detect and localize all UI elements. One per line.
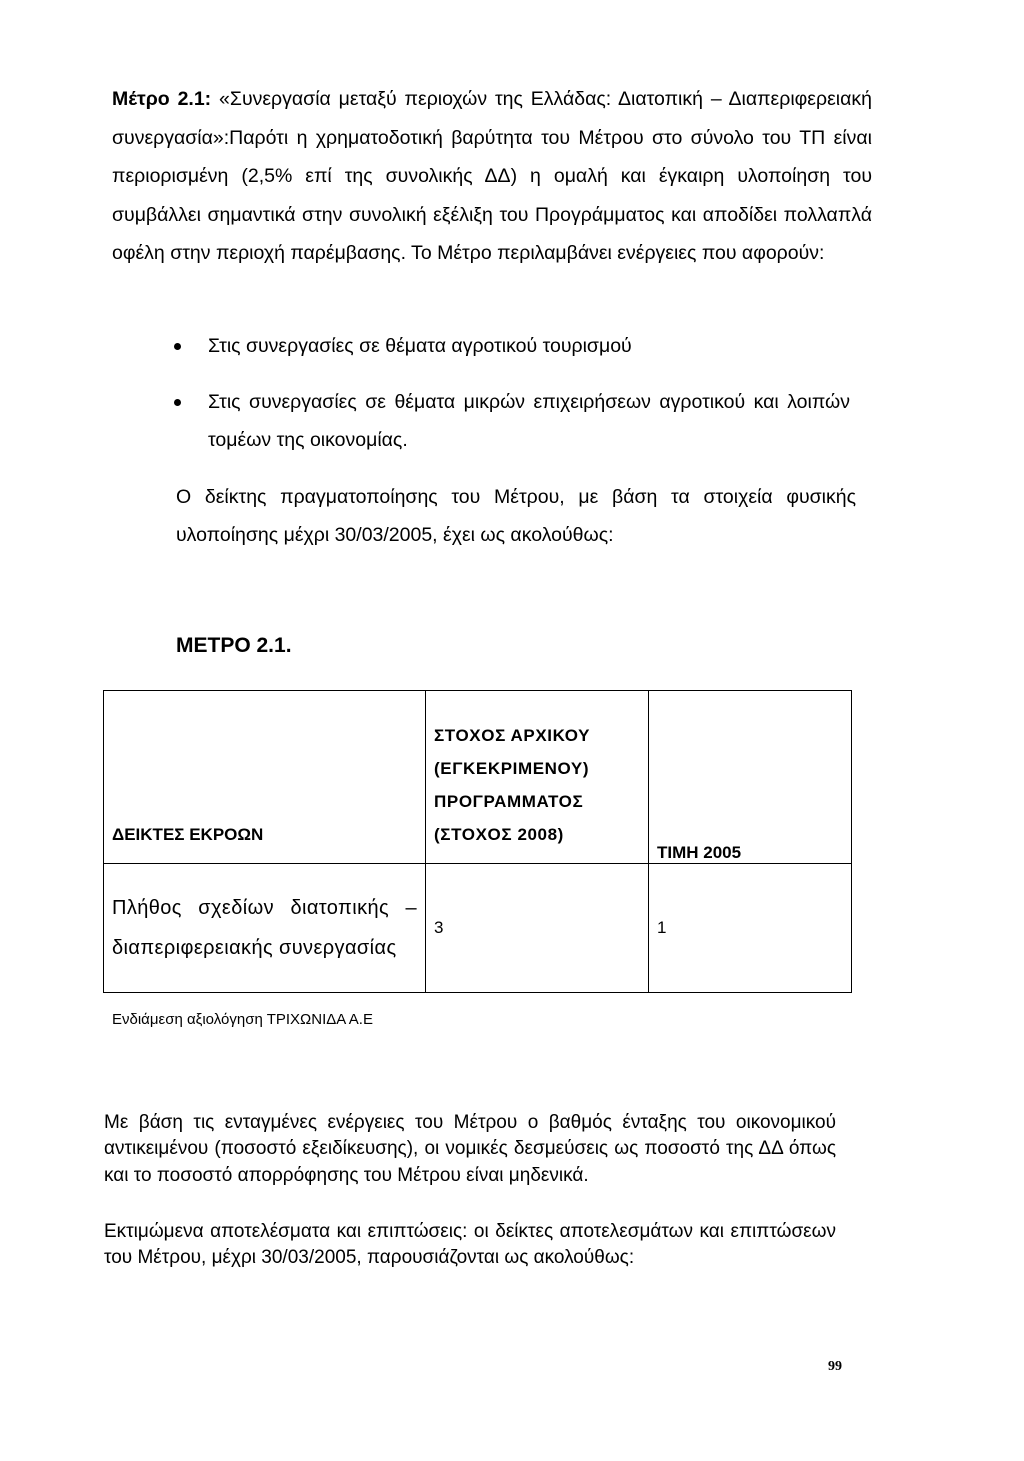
indicator-intro-paragraph: Ο δείκτης πραγματοποίησης του Μέτρου, με βάση τα στοιχεία φυσικής υλοποίησης μέχρι 30/03/2005, έχει ως ακολούθως:	[176, 486, 856, 546]
actions-list-2	[170, 383, 850, 459]
actions-list	[170, 327, 850, 365]
header-value-2005: ΤΙΜΗ 2005	[649, 691, 852, 864]
measure-heading: Μέτρο 2.1:	[112, 88, 212, 110]
integration-paragraph: Με βάση τις ενταγμένες ενέργειες του Μέτρου ο βαθμός ένταξης του οικονομικού αντικειμένου (ποσοστό εξειδίκευσης), οι νομικές δεσμεύσεις ως ποσοστό της ΔΔ όπως και το ποσοστό απορρόφησης του Μέτρου είναι μηδενικά.	[104, 1112, 836, 1186]
output-indicators-table	[103, 690, 852, 993]
measure-intro-text: «Συνεργασία μεταξύ περιοχών της Ελλάδας: Διατοπική – Διαπεριφερειακή συνεργασία»:Παρότι η χρηματοδοτική βαρύτητα του Μέτρου στο σύνολο του ΤΠ είναι περιορισμένη (2,5% επί της συνολικής ΔΔ) η ομαλή και έγκαιρη υλοποίηση του συμβάλλει σημαντικά στην συνολική εξέλιξη του Προγράμματος και αποδίδει πολλαπλά οφέλη στην περιοχή παρέμβασης. Το Μέτρο περιλαμβάνει ενέργειες που αφορούν:	[112, 88, 872, 265]
source-note: Ενδιάμεση αξιολόγηση ΤΡΙΧΩΝΙΔΑ Α.Ε	[112, 1011, 373, 1028]
header-target: ΣΤΟΧΟΣ ΑΡΧΙΚΟΥ (ΕΓΚΕΚΡΙΜΕΝΟΥ) ΠΡΟΓΡΑΜΜΑΤΟΣ (ΣΤΟΧΟΣ 2008)	[426, 691, 649, 864]
list-item: Στις συνεργασίες σε θέματα αγροτικού τουρισμού	[170, 327, 850, 365]
table-header-row	[104, 691, 852, 864]
measure-table-title: ΜΕΤΡΟ 2.1.	[176, 634, 292, 657]
cell-value-2005: 1	[649, 864, 852, 993]
measure-intro-paragraph	[112, 80, 872, 273]
cell-indicator: Πλήθος σχεδίων διατοπικής – διαπεριφερειακής συνεργασίας	[104, 864, 426, 993]
table-row	[104, 864, 852, 993]
list-item: Στις συνεργασίες σε θέματα μικρών επιχειρήσεων αγροτικού και λοιπών τομέων της οικονομίας.	[170, 383, 850, 459]
header-indicators: ΔΕΙΚΤΕΣ ΕΚΡΟΩΝ	[104, 691, 426, 864]
results-paragraph: Εκτιμώμενα αποτελέσματα και επιπτώσεις: οι δείκτες αποτελεσμάτων και επιπτώσεων του Μέτρου, μέχρι 30/03/2005, παρουσιάζονται ως ακολούθως:	[104, 1221, 836, 1269]
cell-target: 3	[426, 864, 649, 993]
page-number: 99	[828, 1359, 842, 1374]
